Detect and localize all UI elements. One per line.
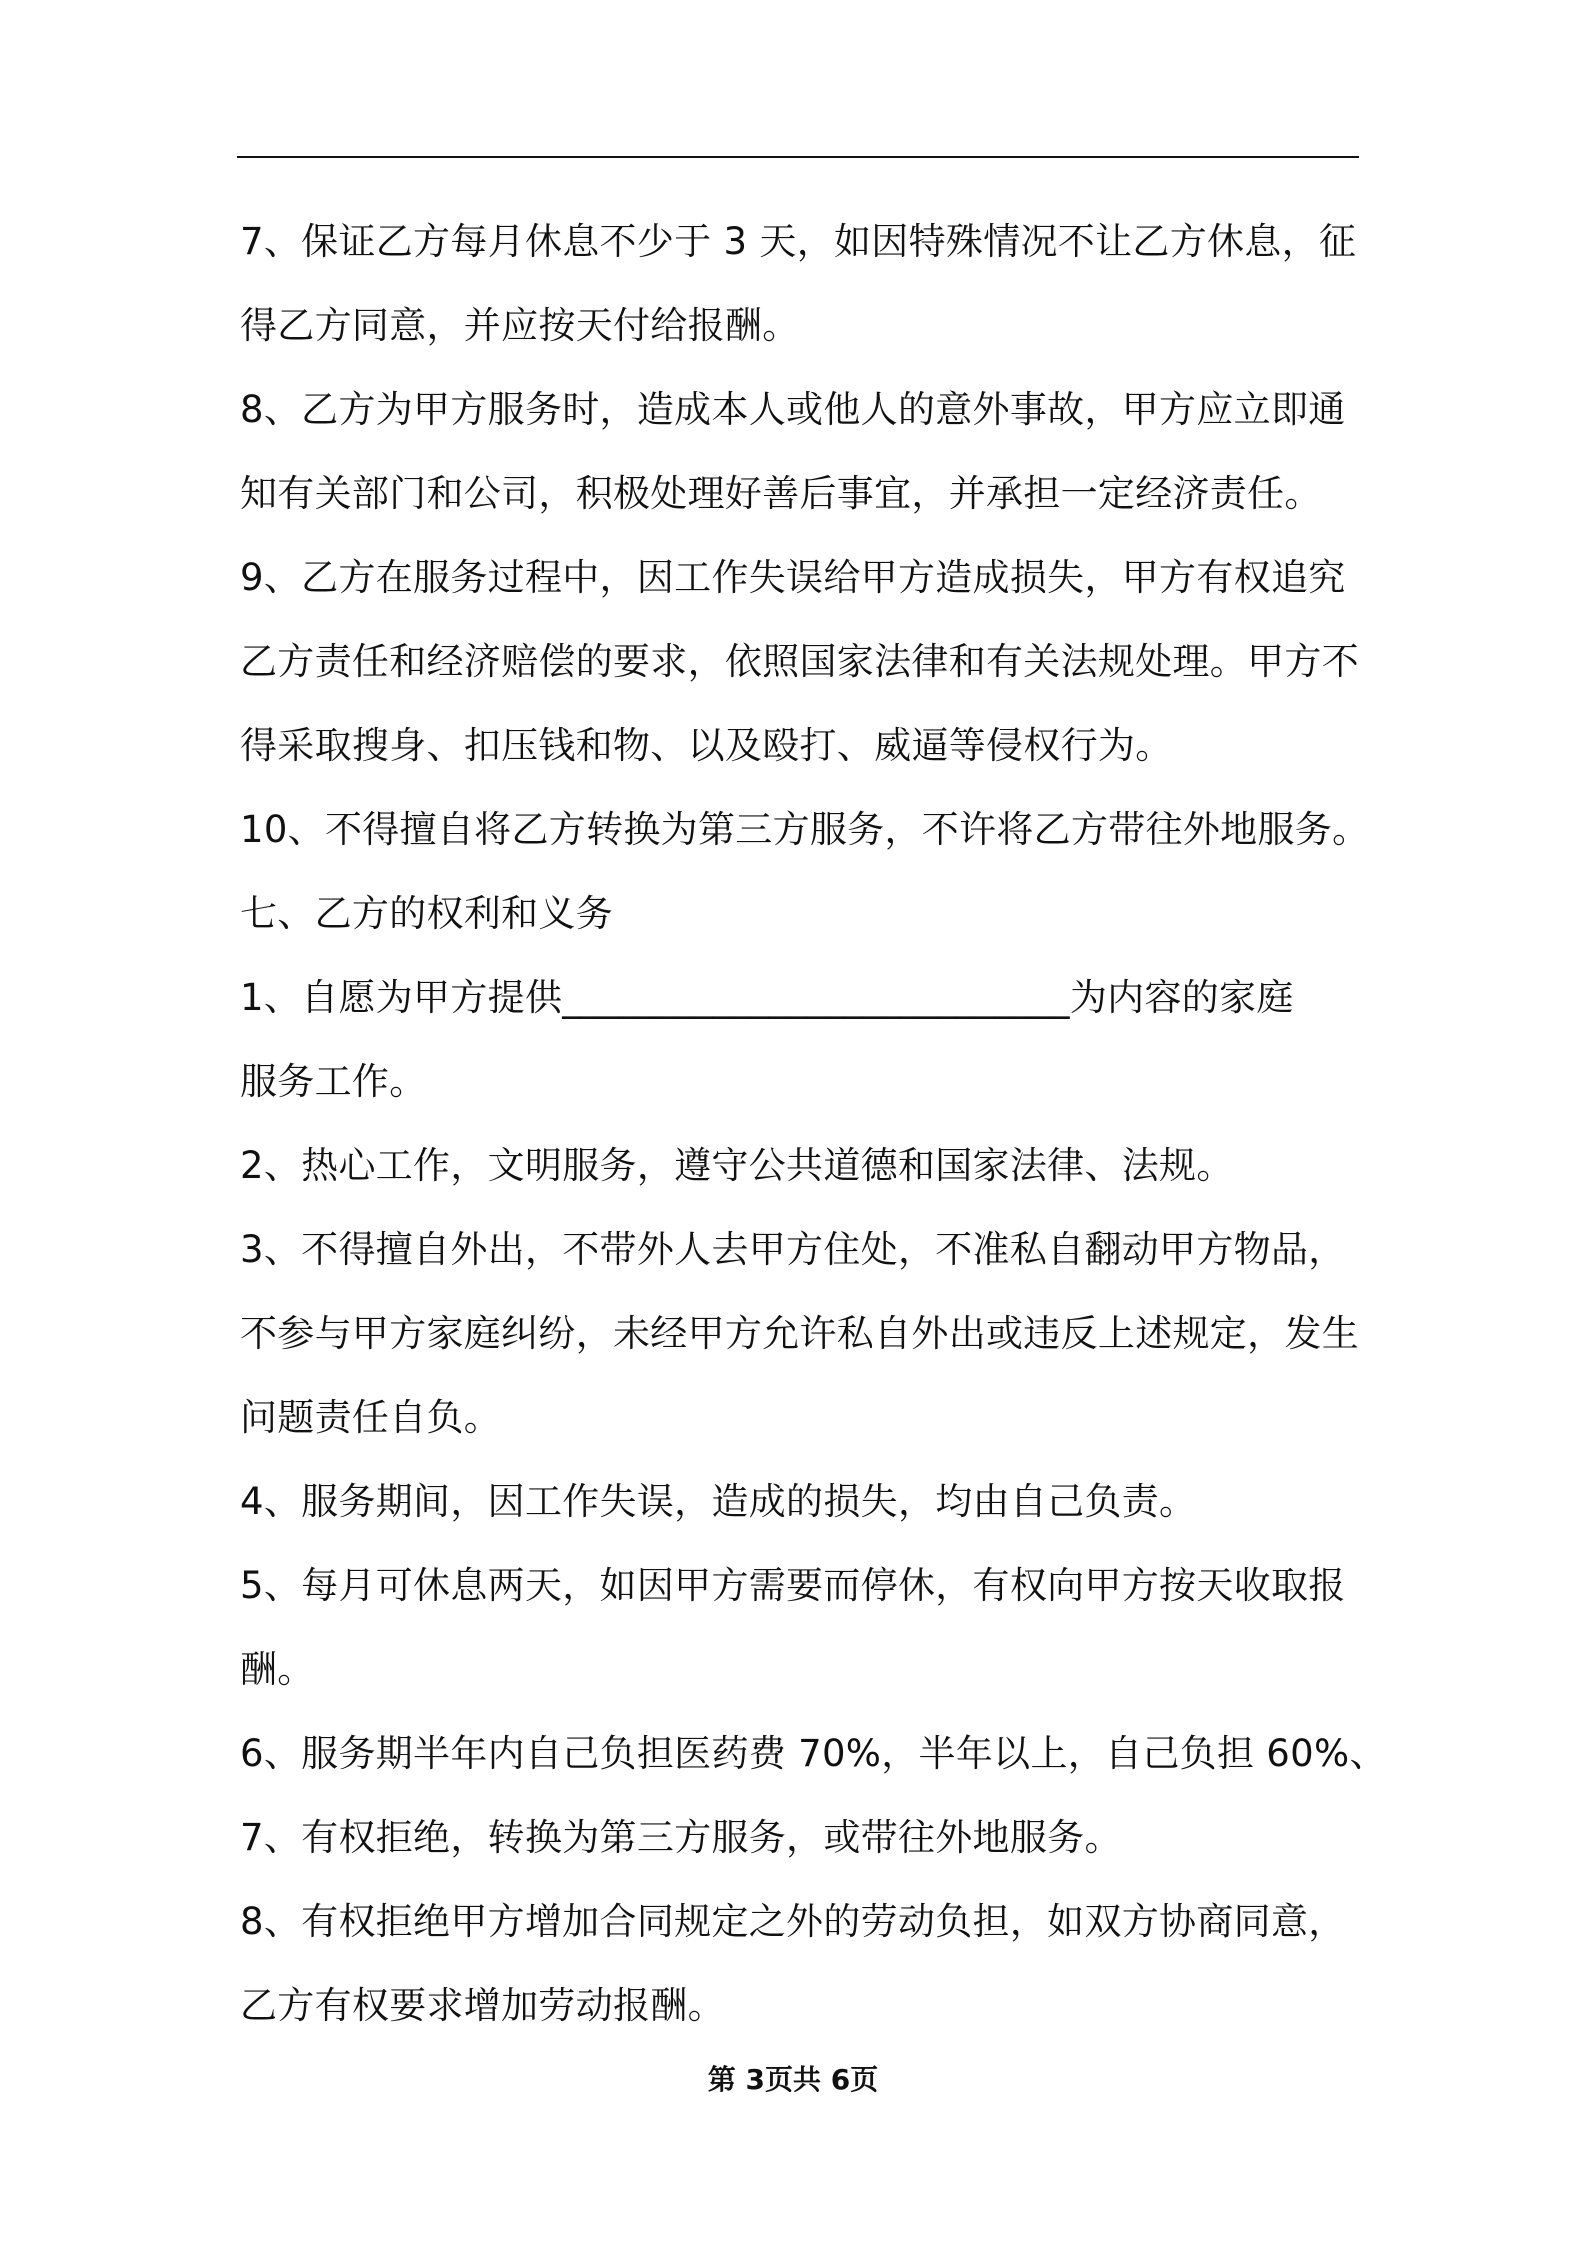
text-line: 7、有权拒绝，转换为第三方服务，或带往外地服务。 — [240, 1816, 1122, 1859]
text-line: 9、乙方在服务过程中，因工作失误给甲方造成损失，甲方有权追究 — [240, 556, 1346, 599]
text-line: 4、服务期间，因工作失误，造成的损失，均由自己负责。 — [240, 1480, 1197, 1523]
text-line: 得乙方同意，并应按天付给报酬。 — [240, 304, 800, 347]
text-line: 乙方有权要求增加劳动报酬。 — [240, 1984, 725, 2027]
text-line: 乙方责任和经济赔偿的要求，依照国家法律和有关法规处理。甲方不 — [240, 640, 1359, 683]
text-line: 8、有权拒绝甲方增加合同规定之外的劳动负担，如双方协商同意， — [240, 1900, 1346, 1943]
text-line: 问题责任自负。 — [240, 1396, 502, 1439]
text-line: 得采取搜身、扣压钱和物、以及殴打、威逼等侵权行为。 — [240, 724, 1173, 767]
text-line: 3、不得擅自外出，不带外人去甲方住处，不准私自翻动甲方物品， — [240, 1228, 1346, 1271]
text-line: 1、自愿为甲方提供___________________________为内容的家庭 — [240, 976, 1294, 1019]
text-line: 酬。 — [240, 1648, 315, 1691]
text-line: 7、保证乙方每月休息不少于 3 天，如因特殊情况不让乙方休息，征 — [240, 220, 1357, 263]
text-line: 知有关部门和公司，积极处理好善后事宜，并承担一定经济责任。 — [240, 472, 1322, 515]
header-divider — [237, 156, 1359, 158]
text-line: 不参与甲方家庭纠纷，未经甲方允许私自外出或违反上述规定，发生 — [240, 1312, 1359, 1355]
text-line: 5、每月可休息两天，如因甲方需要而停休，有权向甲方按天收取报 — [240, 1564, 1346, 1607]
text-line: 8、乙方为甲方服务时，造成本人或他人的意外事故，甲方应立即通 — [240, 388, 1346, 431]
text-line: 10、不得擅自将乙方转换为第三方服务，不许将乙方带往外地服务。 — [240, 808, 1370, 851]
text-line: 服务工作。 — [240, 1060, 427, 1103]
text-line: 2、热心工作，文明服务，遵守公共道德和国家法律、法规。 — [240, 1144, 1234, 1187]
section-heading: 七、乙方的权利和义务 — [240, 892, 613, 935]
page-number: 第 3页共 6页 — [707, 2063, 879, 2096]
text-line: 6、服务期半年内自己负担医药费 70%，半年以上，自己负担 60%、 — [240, 1732, 1387, 1775]
document-body — [240, 200, 1387, 2048]
